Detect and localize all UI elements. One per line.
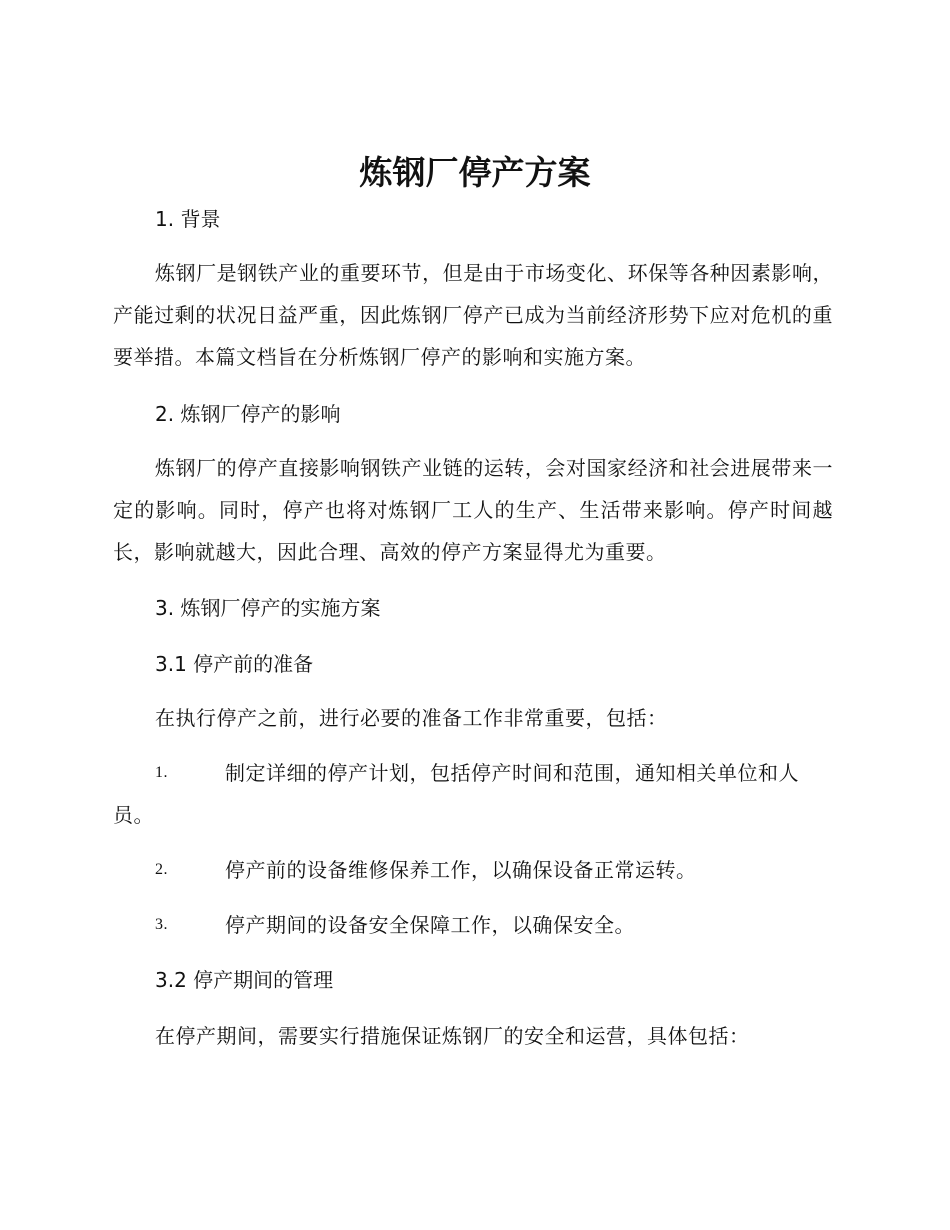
list-item-number: 3.	[155, 916, 168, 933]
list-item	[113, 849, 833, 891]
list-item	[113, 752, 833, 836]
section-heading-impact: 2. 炼钢厂停产的影响	[155, 402, 341, 426]
list-item-text: 制定详细的停产计划，包括停产时间和范围，通知相关单位和人员。	[113, 761, 799, 827]
list-item-text: 停产前的设备维修保养工作，以确保设备正常运转。	[225, 858, 697, 882]
list-item-number: 1.	[155, 764, 168, 781]
subsection-heading-management: 3.2 停产期间的管理	[155, 968, 334, 992]
paragraph-background: 炼钢厂是钢铁产业的重要环节，但是由于市场变化、环保等各种因素影响，产能过剩的状况日益严重，因此炼钢厂停产已成为当前经济形势下应对危机的重要举措。本篇文档旨在分析炼钢厂停产的影响和实施方案。	[113, 261, 833, 369]
list-item-number: 2.	[155, 861, 168, 878]
paragraph-preparation-intro: 在执行停产之前，进行必要的准备工作非常重要，包括：	[155, 706, 668, 730]
subsection-heading-preparation: 3.1 停产前的准备	[155, 652, 314, 676]
list-item	[113, 904, 833, 946]
list-item-text: 停产期间的设备安全保障工作，以确保安全。	[225, 913, 635, 937]
section-heading-background: 1. 背景	[155, 207, 221, 231]
paragraph-management-intro: 在停产期间，需要实行措施保证炼钢厂的安全和运营，具体包括：	[155, 1024, 750, 1048]
section-heading-plan: 3. 炼钢厂停产的实施方案	[155, 596, 381, 620]
paragraph-impact: 炼钢厂的停产直接影响钢铁产业链的运转，会对国家经济和社会进展带来一定的影响。同时，停产也将对炼钢厂工人的生产、生活带来影响。停产时间越长，影响就越大，因此合理、高效的停产方案显得尤为重要。	[113, 456, 833, 564]
document-title: 炼钢厂停产方案	[359, 153, 591, 192]
